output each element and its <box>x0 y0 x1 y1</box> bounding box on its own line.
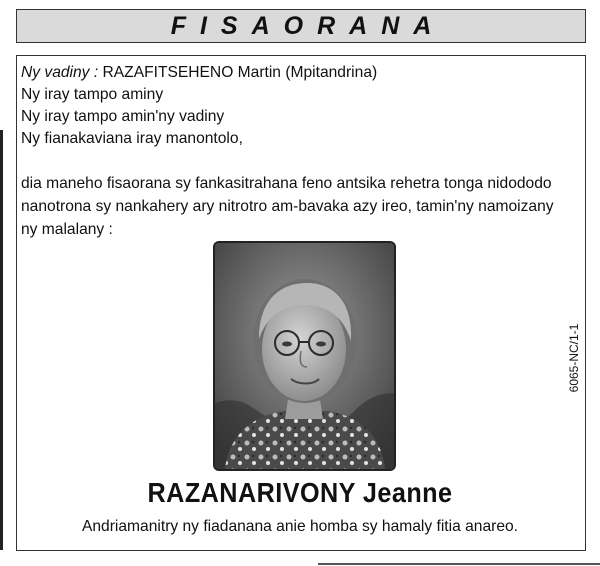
body-line-3: ny malalany : <box>21 221 113 238</box>
page-title: FISAORANA <box>170 11 446 40</box>
deceased-portrait <box>213 241 396 471</box>
bottom-rule <box>318 563 600 565</box>
family-value: RAZAFITSEHENO Martin (Mpitandrina) <box>102 64 378 81</box>
left-margin-rule <box>0 130 3 550</box>
header-banner <box>16 9 586 43</box>
blessing-line: Andriamanitry ny fiadanana anie homba sy hamaly fitia anareo. <box>81 518 518 535</box>
family-label: Ny vadiny <box>21 64 90 81</box>
deceased-name: RAZANARIVONY Jeanne <box>147 477 453 508</box>
intro-line-2: Ny iray tampo aminy <box>21 86 164 103</box>
portrait-illustration <box>215 243 394 469</box>
reference-code: 6065-NC/1-1 <box>567 323 581 393</box>
family-line <box>21 62 377 84</box>
body-line-2: nanotrona sy nankahery ary nitrotro am-bavaka azy ireo, tamin'ny namoizany <box>21 198 554 215</box>
intro-line-3: Ny iray tampo amin'ny vadiny <box>21 108 225 125</box>
family-separator: : <box>93 64 99 81</box>
body-line-1: dia maneho fisaorana sy fankasitrahana feno antsika rehetra tonga nidododo <box>21 175 552 192</box>
intro-line-4: Ny fianakaviana iray manontolo, <box>21 130 243 147</box>
